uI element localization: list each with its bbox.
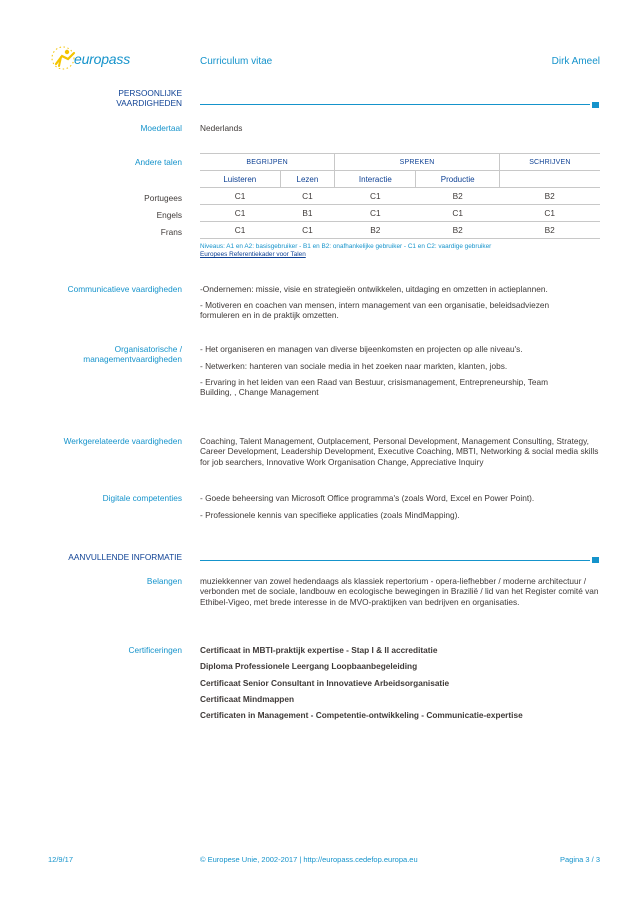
doc-title: Curriculum vitae: [200, 56, 273, 67]
sub-header-writing-empty: [499, 171, 600, 188]
level-cell: C1: [234, 191, 246, 201]
digital-line-1: - Goede beheersing van Microsoft Office programma's (zoals Word, Excel en Power Point).: [200, 493, 535, 503]
certifications-label: Certificeringen: [128, 645, 182, 655]
other-languages-label: Andere talen: [134, 157, 182, 167]
communication-label: Communicatieve vaardigheden: [67, 284, 182, 294]
group-header-understanding: BEGRIJPEN: [200, 154, 335, 171]
certification-item: Certificaat Mindmappen: [200, 693, 295, 704]
candidate-name: Dirk Ameel: [551, 56, 600, 67]
language-name-portugees: Portugees: [144, 193, 182, 203]
sub-header-reading: Lezen: [280, 171, 335, 188]
job-related-label: Werkgerelateerde vaardigheden: [63, 436, 182, 446]
certifications-list: [200, 645, 600, 726]
level-cell: B2: [544, 225, 555, 235]
mother-tongue-label: Moedertaal: [140, 123, 182, 133]
language-table-sub-header: [200, 171, 600, 188]
level-cell: B1: [302, 208, 313, 218]
group-header-writing: SCHRIJVEN: [529, 158, 571, 166]
sub-header-production: Productie: [416, 171, 499, 188]
level-cell: C1: [370, 208, 381, 218]
section-divider-square: [592, 557, 599, 563]
europass-logo-text: europass: [74, 51, 130, 67]
footer-page-number: Pagina 3 / 3: [559, 855, 600, 864]
certification-item: Diploma Professionele Leergang Loopbaanbegeleiding: [200, 661, 418, 672]
sub-header-listening: Luisteren: [200, 171, 280, 188]
language-row-engels: [200, 205, 600, 222]
level-cell: C1: [370, 191, 381, 201]
section-title-additional-info: AANVULLENDE INFORMATIE: [68, 552, 182, 562]
level-cell: C1: [234, 208, 246, 218]
organisational-line-2: - Netwerken: hanteren van sociale media in het zoeken naar markten, klanten, jobs.: [200, 361, 508, 371]
section-title-personal-skills: PERSOONLIJKE VAARDIGHEDEN: [116, 88, 182, 108]
sub-header-interaction: Interactie: [335, 171, 416, 188]
communication-line-1: -Ondernemen: missie, visie en strategieën ontwikkelen, uitdaging en omzetten in actieplannen.: [200, 284, 548, 294]
level-cell: C1: [302, 225, 313, 235]
organisational-label: [83, 344, 182, 364]
language-table-group-header: [200, 154, 600, 171]
certification-item: Certificaat Senior Consultant in Innovatieve Arbeidsorganisatie: [200, 677, 450, 688]
level-cell: B2: [452, 225, 463, 235]
job-related-text: Coaching, Talent Management, Outplacement, Personal Development, Management Consulting, Strategy, Career Development, Leadership Development, Executive Coaching, MBTI, Networking & social media skills for job searchers, Innovative Work Organisation Change, Appreciative Inquiry: [200, 436, 599, 467]
language-row-portugees: [200, 188, 600, 205]
level-cell: C1: [234, 225, 246, 235]
section-divider-line: [200, 560, 590, 561]
level-cell: C1: [302, 191, 313, 201]
interests-label: Belangen: [146, 576, 182, 586]
language-row-frans: [200, 222, 600, 239]
organisational-line-1: - Het organiseren en managen van diverse bijeenkomsten en projecten op alle niveau's.: [200, 344, 523, 354]
language-name-engels: Engels: [156, 210, 182, 220]
level-cell: B2: [544, 191, 555, 201]
level-cell: B2: [370, 225, 381, 235]
communication-line-2: - Motiveren en coachen van mensen, intern management van een organisatie, beleidsadviezen formuleren en in de praktijk omzetten.: [200, 300, 550, 321]
footer-date: 12/9/17: [48, 855, 74, 864]
interests-text: muziekkenner van zowel hedendaags als klassiek repertorium - opera-liefhebber / moderne architectuur / verbonden met de sociale, landbouw en ecologische bewegingen in Brazilië / lid van het Register comité van Ethibel-Vigeo, met brede interesse in de MVO-praktijken van bedrijven en organisaties.: [200, 576, 599, 607]
digital-line-2: - Professionele kennis van specifieke applicaties (zoals MindMapping).: [200, 510, 460, 520]
certification-item: Certificaat in MBTI-praktijk expertise - Stap I & II accreditatie: [200, 645, 438, 655]
framework-link[interactable]: Europees Referentiekader voor Talen: [200, 251, 306, 258]
digital-label: Digitale competenties: [102, 493, 182, 503]
section-divider-square: [592, 102, 599, 108]
level-cell: C1: [452, 208, 463, 218]
language-table: [200, 153, 600, 239]
level-cell: B2: [452, 191, 463, 201]
certification-item: Certificaten in Management - Competentie-ontwikkeling - Communicatie-expertise: [200, 710, 523, 721]
organisational-label-line-2: managementvaardigheden: [83, 354, 182, 364]
mother-tongue-value: Nederlands: [200, 123, 243, 133]
organisational-line-3: - Ervaring in het leiden van een Raad van Bestuur, crisismanagement, Entrepreneurship, Team Building, , Change Management: [200, 377, 549, 398]
language-name-frans: Frans: [160, 227, 182, 237]
group-header-speaking: SPREKEN: [335, 154, 500, 171]
section-divider-line: [200, 104, 590, 105]
europass-logo: [48, 44, 143, 72]
organisational-label-line-1: Organisatorische /: [114, 344, 182, 354]
level-cell: C1: [544, 208, 555, 218]
language-levels-note: Niveaus: A1 en A2: basisgebruiker - B1 en B2: onafhankelijke gebruiker - C1 en C2: vaardige gebruiker: [200, 243, 492, 250]
footer-copyright[interactable]: © Europese Unie, 2002-2017 | http://europass.cedefop.europa.eu: [200, 855, 418, 864]
